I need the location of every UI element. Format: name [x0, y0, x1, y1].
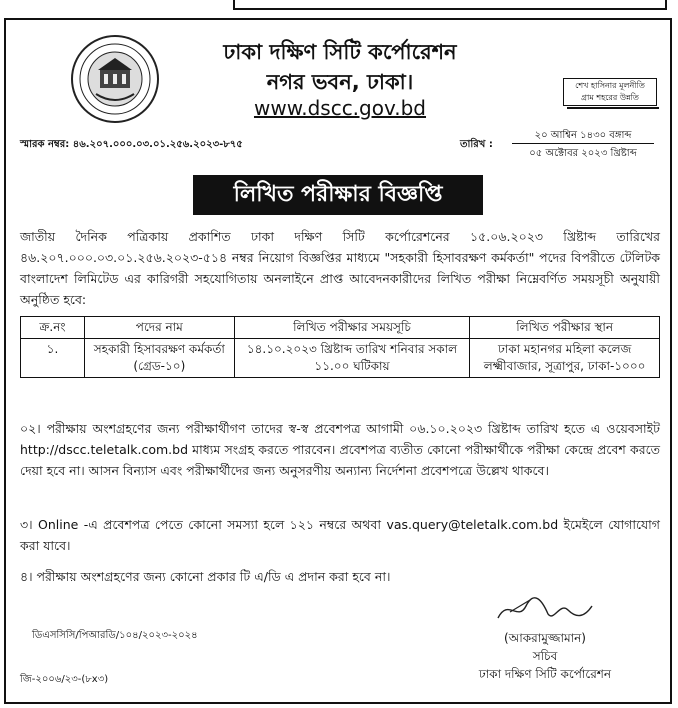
signatory-name: (আকরামুজ্জামান) — [504, 631, 586, 645]
paragraph-admit-card: ০২। পরীক্ষায় অংশগ্রহণের জন্য পরীক্ষার্থীগণ তাদের স্ব-স্ব প্রবেশপত্র আগামী ০৬.১০.২০২৩ খ্রিষ্টাব্দ তারিখ হতে এ ওয়েবসাইট http://dscc.teletalk.com.bd মাধ্যম সংগ্রহ করতে পারবেন। প্রবেশপত্র ব্যতীত কোনো পরীক্ষার্থীকে পরীক্ষা কেন্দ্রে প্রবেশ করতে দেয়া হবে না। আসন বিন্যাস এবং পরীক্ষার্থীদের জন্য অনুসরণীয় অন্যান্য নির্দেশনা প্রবেশপত্রে উল্লেখ থাকবে। — [20, 421, 660, 478]
notice-title: লিখিত পরীক্ষার বিজ্ঞপ্তি — [193, 175, 483, 215]
cell-venue: ঢাকা মহানগর মহিলা কলেজ লক্ষ্মীবাজার, সূত্রাপুর, ঢাকা-১০০০ — [470, 339, 660, 378]
signatory-designation: সচিব — [532, 649, 558, 663]
date-label: তারিখ : — [460, 139, 493, 150]
cell-schedule: ১৪.১০.২০২৩ খ্রিষ্টাব্দ তারিখ শনিবার সকাল ১১.০০ ঘটিকায় — [234, 339, 470, 378]
table-header-row — [21, 317, 660, 339]
date-divider — [512, 143, 654, 144]
date-bangla: ২০ আশ্বিন ১৪৩০ বঙ্গাব্দ — [534, 130, 632, 141]
table-row — [21, 339, 660, 378]
org-address: নগর ভবন, ঢাকা। — [266, 70, 414, 94]
g-number: জি-২০০৬/২৩-(৮x৩) — [20, 674, 109, 685]
signatory-organization: ঢাকা দক্ষিণ সিটি কর্পোরেশন — [478, 667, 612, 681]
paragraph-support-contact: ৩। Online -এ প্রবেশপত্র পেতে কোনো সমস্যা হলে ১২১ নম্বরে অথবা vas.query@teletalk.com.bd ইমেইলে যোগাযোগ করা যাবে। — [20, 517, 660, 553]
exam-schedule-table — [20, 316, 660, 378]
col-header-serial: ক্র.নং — [21, 317, 85, 339]
intro-paragraph: জাতীয় দৈনিক পত্রিকায় প্রকাশিত ঢাকা দক্ষিণ সিটি কর্পোরেশনের ১৫.০৬.২০২৩ খ্রিষ্টাব্দ তারিখের ৪৬.২০৭.০০০.০৩.০১.২৫৬.২০২৩-৫১৪ নম্বর নিয়োগ বিজ্ঞপ্তির মাধ্যমে "সহকারী হিসাবরক্ষণ কর্মকর্তা" পদের বিপরীতে টেলিটক বাংলাদেশ লিমিটেড এর কারিগরী সহযোগিতায় অনলাইনে প্রাপ্ত আবেদনকারীদের লিখিত পরীক্ষা নিম্নেবর্ণিত সময়সূচী অনুযায়ী অনুষ্ঠিত হবে: — [20, 229, 660, 307]
memo-number: স্মারক নম্বর: ৪৬.২০৭.০০০.০৩.০১.২৫৬.২০২৩-৮৭৫ — [20, 139, 243, 150]
col-header-schedule: লিখিত পরীক্ষার সময়সূচি — [234, 317, 470, 339]
col-header-venue: লিখিত পরীক্ষার স্থান — [470, 317, 660, 339]
cell-post: সহকারী হিসাবরক্ষণ কর্মকর্তা (গ্রেড-১০) — [84, 339, 234, 378]
reference-number: ডিএসসিসি/পিআরডি/১০৪/২০২৩-২০২৪ — [32, 630, 198, 641]
cell-serial: ১. — [21, 339, 85, 378]
date-gregorian: ০৫ অক্টোবর ২০২৩ খ্রিষ্টাব্দ — [529, 148, 637, 159]
org-name: ঢাকা দক্ষিণ সিটি কর্পোরেশন — [223, 40, 457, 64]
org-website-link[interactable]: www.dscc.gov.bd — [253, 96, 427, 120]
slogan-box — [563, 78, 657, 106]
slogan-line-1: শেখ হাসিনার মূলনীতি — [575, 81, 645, 90]
dscc-seal-logo — [70, 34, 160, 124]
top-border-box — [233, 0, 667, 10]
col-header-post: পদের নাম — [84, 317, 234, 339]
slogan-line-2: গ্রাম শহরের উন্নতি — [581, 93, 639, 102]
paragraph-no-ta-da: ৪। পরীক্ষায় অংশগ্রহণের জন্য কোনো প্রকার টি এ/ডি এ প্রদান করা হবে না। — [20, 569, 391, 584]
signature-image — [490, 592, 600, 626]
